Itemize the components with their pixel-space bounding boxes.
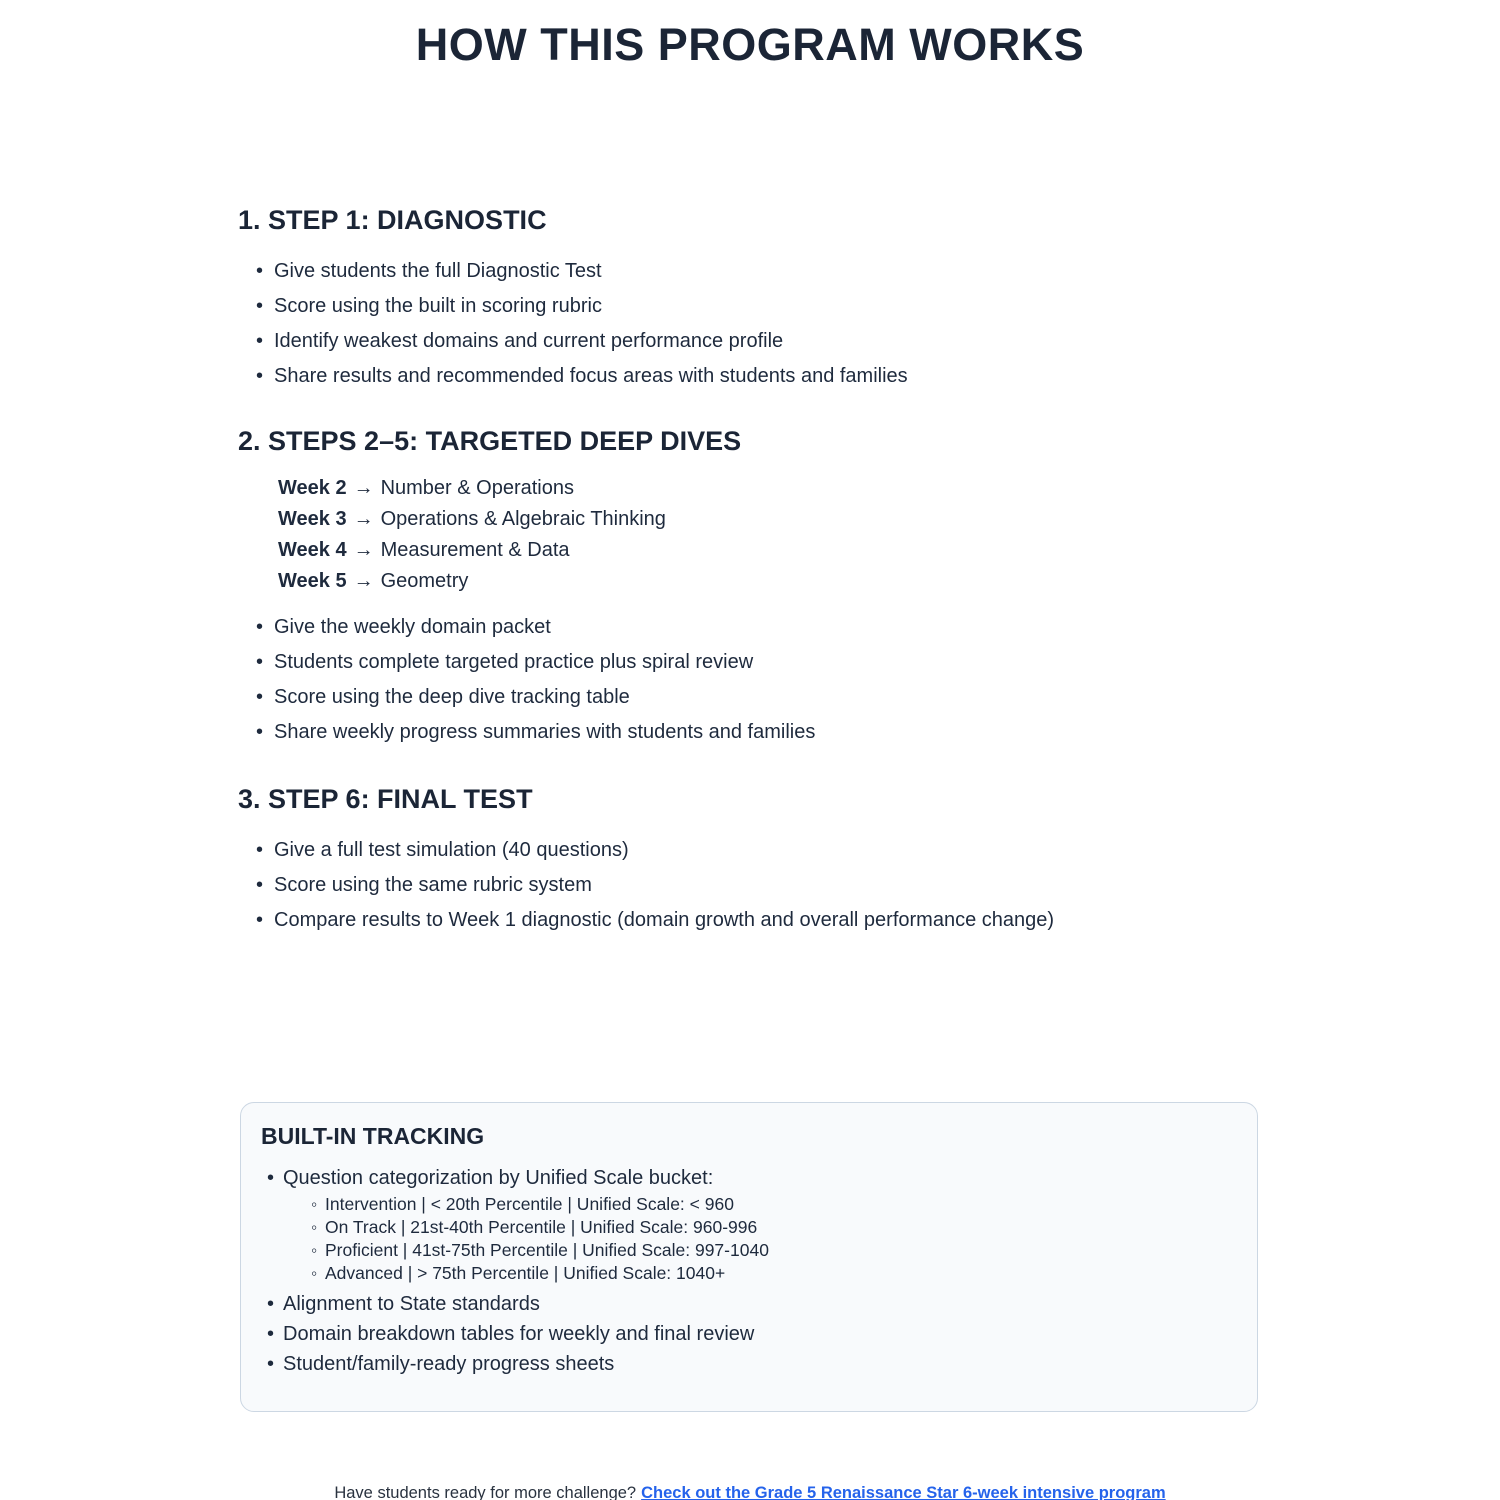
section-step-1-diagnostic [238,207,1280,394]
bullet-text: Give a full test simulation (40 questions) [274,839,629,861]
scale-bucket-item [261,1216,1233,1239]
week-row [278,504,1280,535]
week-label: Week 5 [278,570,347,592]
scale-bucket-text: On Track | 21st-40th Percentile | Unified Scale: 960-996 [325,1217,758,1237]
bullet-item [238,680,1280,715]
tracking-bullet-list [261,1163,1233,1379]
bullet-item [238,324,1280,359]
bullet-icon: • [267,1323,275,1345]
bullet-text: Give the weekly domain packet [274,616,551,638]
tracking-item-text: Alignment to State standards [283,1293,540,1315]
bullet-item [238,645,1280,680]
scale-bucket-item [261,1239,1233,1262]
bullet-text: Identify weakest domains and current performance profile [274,330,784,352]
week-label: Week 3 [278,508,347,530]
week-topic: Operations & Algebraic Thinking [380,508,666,530]
tracking-item-text: Student/family-ready progress sheets [283,1353,615,1375]
bullet-icon: • [267,1293,275,1315]
week-topic: Number & Operations [380,477,574,499]
sub-bullet-icon: ◦ [311,1240,318,1260]
footer-prompt-text: Have students ready for more challenge? [334,1484,637,1500]
week-row [278,566,1280,597]
bullet-text: Compare results to Week 1 diagnostic (domain growth and overall performance change) [274,909,1055,931]
scale-bucket-item [261,1262,1233,1285]
bullet-icon: • [256,686,264,708]
footer [0,1482,1500,1500]
bullet-icon: • [256,651,264,673]
sub-bullet-icon: ◦ [311,1217,318,1237]
tracking-box [240,1102,1258,1412]
bullet-icon: • [256,365,264,387]
arrow-icon: → [353,477,374,499]
bullet-item [238,610,1280,645]
bullet-text: Share weekly progress summaries with students and families [274,721,816,743]
bullet-icon: • [267,1353,275,1375]
tracking-item-text: Domain breakdown tables for weekly and final review [283,1323,755,1345]
weeks-schedule [278,473,1280,597]
bullet-icon: • [256,909,264,931]
tracking-item [261,1349,1233,1379]
bullet-list [238,833,1280,938]
tracking-box-heading: BUILT-IN TRACKING [261,1123,485,1149]
bullet-icon: • [256,874,264,896]
sections-container [238,207,1280,938]
bullet-icon: • [256,721,264,743]
bullet-item [238,868,1280,903]
week-label: Week 2 [278,477,347,499]
week-row [278,473,1280,504]
week-topic: Measurement & Data [380,539,570,561]
bullet-icon: • [256,839,264,861]
sub-bullet-icon: ◦ [311,1263,318,1283]
bullet-icon: • [256,616,264,638]
week-row [278,535,1280,566]
bullet-icon: • [267,1167,275,1189]
bullet-text: Give students the full Diagnostic Test [274,260,602,282]
bullet-icon: • [256,260,264,282]
sub-bullet-icon: ◦ [311,1194,318,1214]
arrow-icon: → [353,508,374,530]
section-heading: 3. STEP 6: FINAL TEST [238,784,533,814]
scale-bucket-text: Proficient | 41st-75th Percentile | Unified Scale: 997-1040 [325,1240,769,1260]
scale-bucket-item [261,1193,1233,1216]
bullet-item [238,903,1280,938]
bullet-item [238,715,1280,750]
bullet-item [238,289,1280,324]
bullet-text: Score using the same rubric system [274,874,592,896]
arrow-icon: → [353,570,374,592]
bullet-icon: • [256,330,264,352]
tracking-item-text: Question categorization by Unified Scale bucket: [283,1167,714,1189]
tracking-item [261,1163,1233,1285]
section-heading: 1. STEP 1: DIAGNOSTIC [238,205,547,235]
arrow-icon: → [353,539,374,561]
bullet-text: Score using the deep dive tracking table [274,686,630,708]
scale-bucket-text: Advanced | > 75th Percentile | Unified Scale: 1040+ [325,1263,726,1283]
bullet-text: Share results and recommended focus areas with students and families [274,365,908,387]
bullet-text: Students complete targeted practice plus spiral review [274,651,754,673]
section-steps-2-5-deep-dives [238,428,1280,750]
week-label: Week 4 [278,539,347,561]
tracking-item [261,1289,1233,1319]
scale-bucket-text: Intervention | < 20th Percentile | Unified Scale: < 960 [325,1194,734,1214]
scale-bucket-list [261,1193,1233,1285]
section-heading: 2. STEPS 2–5: TARGETED DEEP DIVES [238,426,742,456]
tracking-item [261,1319,1233,1349]
bullet-item [238,833,1280,868]
bullet-icon: • [256,295,264,317]
bullet-item [238,254,1280,289]
footer-upsell-link[interactable]: Check out the Grade 5 Renaissance Star 6-week intensive program [641,1484,1166,1500]
page-title: HOW THIS PROGRAM WORKS [415,19,1085,70]
bullet-item [238,359,1280,394]
week-topic: Geometry [380,570,469,592]
bullet-text: Score using the built in scoring rubric [274,295,602,317]
section-step-6-final-test [238,786,1280,938]
bullet-list [238,610,1280,750]
bullet-list [238,254,1280,394]
